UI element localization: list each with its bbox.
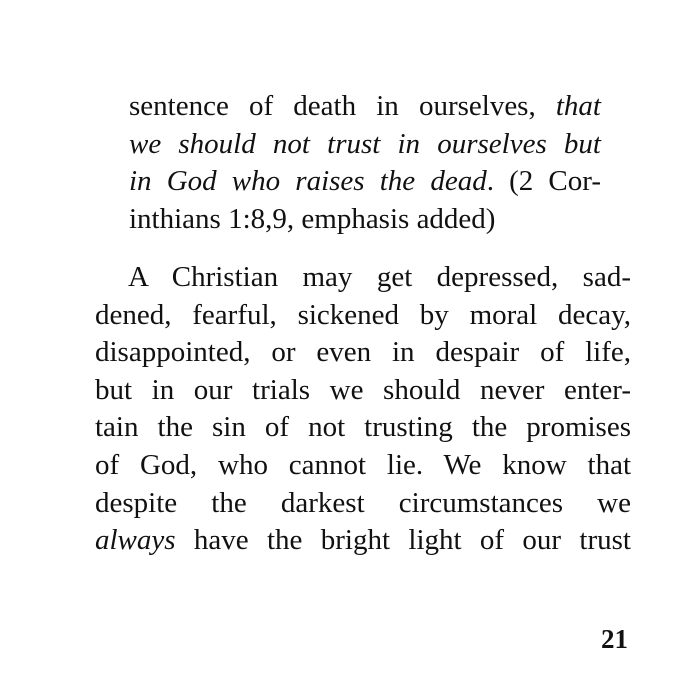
paragraph-line: disappointed, or even in despair of life,: [95, 336, 631, 369]
paragraph-line: A Christian may get depressed, sad-: [128, 261, 631, 293]
paragraph-line: but in our trials we should never enter-: [95, 373, 631, 406]
body-paragraph: [95, 259, 631, 560]
paragraph-line: always have the bright light of our trust: [95, 524, 631, 557]
block-quote: [129, 88, 601, 238]
quote-line: we should not trust in ourselves but: [129, 127, 601, 160]
paragraph-line: of God, who cannot lie. We know that: [95, 448, 631, 481]
paragraph-line: dened, fearful, sickened by moral decay,: [95, 298, 631, 331]
paragraph-line: despite the darkest circumstances we: [95, 486, 631, 519]
paragraph-line: tain the sin of not trusting the promises: [95, 411, 631, 444]
quote-line: in God who raises the dead. (2 Cor-: [129, 165, 601, 198]
quote-line: inthians 1:8,9, emphasis added): [129, 202, 496, 235]
quote-line: sentence of death in ourselves, that: [129, 90, 601, 122]
page-number: 21: [601, 624, 628, 654]
